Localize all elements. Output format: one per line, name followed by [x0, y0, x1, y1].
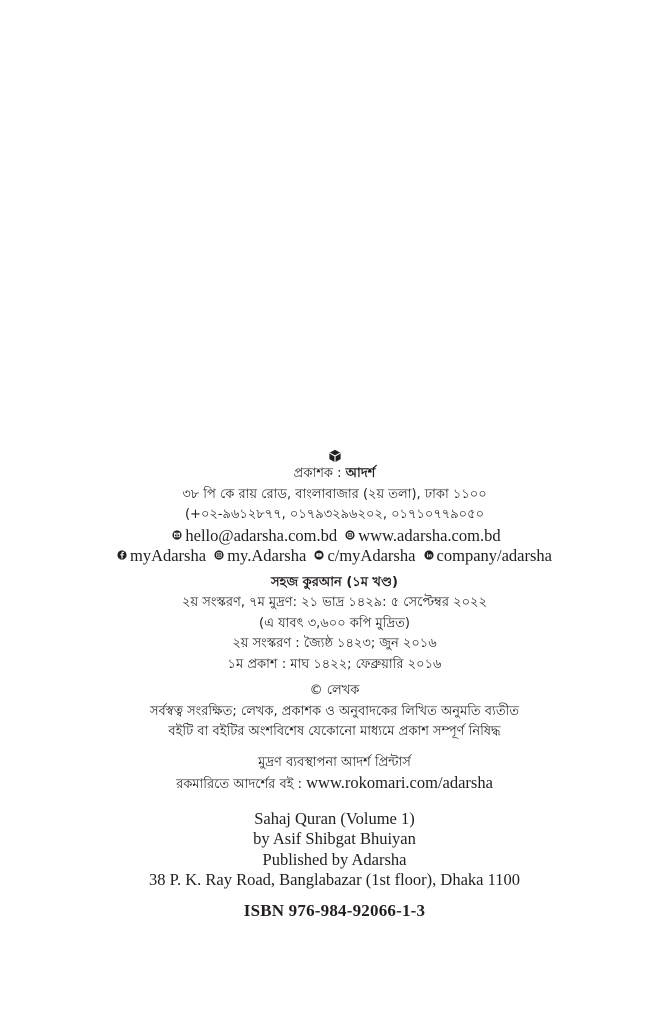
email-link[interactable]: hello@adarsha.com.bd — [185, 525, 338, 545]
english-title: Sahaj Quran (Volume 1) — [254, 808, 415, 828]
publisher-label: প্রকাশক : — [293, 466, 346, 481]
copyright-notice: © লেখক — [309, 683, 360, 698]
social-line — [0, 546, 669, 567]
rokomari-label: রকমারিতে আদর্শের বই : — [176, 777, 307, 792]
youtube-icon — [314, 550, 324, 560]
english-address: 38 P. K. Ray Road, Banglabazar (1st floor), Dhaka 1100 — [148, 870, 521, 889]
first-publication: ১ম প্রকাশ : মাঘ ১৪২২; ফেব্রুয়ারি ২০১৬ — [227, 656, 442, 672]
spacer — [0, 796, 669, 809]
publisher-address: ৩৮ পি কে রায় রোড, বাংলাবাজার (২য় তলা), ঢাকা ১১০০ — [182, 486, 487, 502]
current-printing: ২য় সংস্করণ, ৭ম মুদ্রণ: ২১ ভাদ্র ১৪২৯: ৫ সেপ্টেম্বর ২০২২ — [182, 595, 487, 610]
social-instagram[interactable]: my.Adarsha — [227, 546, 307, 565]
edition-block — [0, 573, 669, 676]
social-linkedin[interactable]: company/adarsha — [436, 546, 552, 565]
publisher-line — [0, 464, 669, 485]
print-management: মুদ্রণ ব্যবস্থাপনা আদর্শ প্রিন্টার্স — [258, 754, 411, 770]
website-link[interactable]: www.adarsha.com.bd — [358, 525, 501, 545]
rights-block — [0, 681, 669, 743]
facebook-icon — [117, 550, 127, 560]
copies-printed: (এ যাবৎ ৩,৬০০ কপি মুদ্রিত) — [259, 615, 410, 631]
phone-numbers: +০২-৯৬১২৮৭৭, ০১৭৯৩২৯৬২০২, ০১৭১০৭৭৯০৫০ — [190, 507, 485, 522]
instagram-icon — [214, 550, 224, 560]
social-youtube[interactable]: c/myAdarsha — [327, 546, 416, 565]
spacer — [0, 891, 669, 901]
adarsha-cube-logo-icon — [328, 449, 342, 463]
linkedin-icon — [424, 550, 434, 560]
email-icon — [172, 530, 182, 540]
rights-line-1: সর্বস্বত্ব সংরক্ষিত; লেখক, প্রকাশক ও অনুবাদকের লিখিত অনুমতি ব্যতীত — [149, 703, 520, 719]
isbn: ISBN 976-984-92066-1-3 — [243, 900, 426, 920]
rokomari-line — [0, 773, 669, 796]
phone-icon: ( — [184, 507, 191, 522]
imprint-page — [0, 449, 669, 921]
social-facebook[interactable]: myAdarsha — [129, 546, 207, 565]
english-block — [0, 809, 669, 922]
rights-line-2: বইটি বা বইটির অংশবিশেষ যেকোনো মাধ্যমে প্রকাশ সম্পূর্ণ নিষিদ্ধ — [168, 724, 501, 739]
phone-line — [0, 505, 669, 526]
globe-icon — [345, 530, 355, 540]
printing-block — [0, 753, 669, 796]
contact-line — [0, 526, 669, 547]
book-title-bangla: সহজ কুরআন (১ম খণ্ড) — [271, 574, 398, 590]
spacer — [0, 743, 669, 753]
english-author: by Asif Shibgat Bhuiyan — [253, 829, 416, 848]
english-publisher: Published by Adarsha — [262, 849, 407, 869]
publisher-name: আদর্শ — [345, 466, 376, 481]
second-edition: ২য় সংস্করণ : জ্যৈষ্ঠ ১৪২৩; জুন ২০১৬ — [232, 636, 437, 651]
rokomari-link[interactable]: www.rokomari.com/adarsha — [306, 773, 493, 792]
publisher-block — [0, 449, 669, 567]
